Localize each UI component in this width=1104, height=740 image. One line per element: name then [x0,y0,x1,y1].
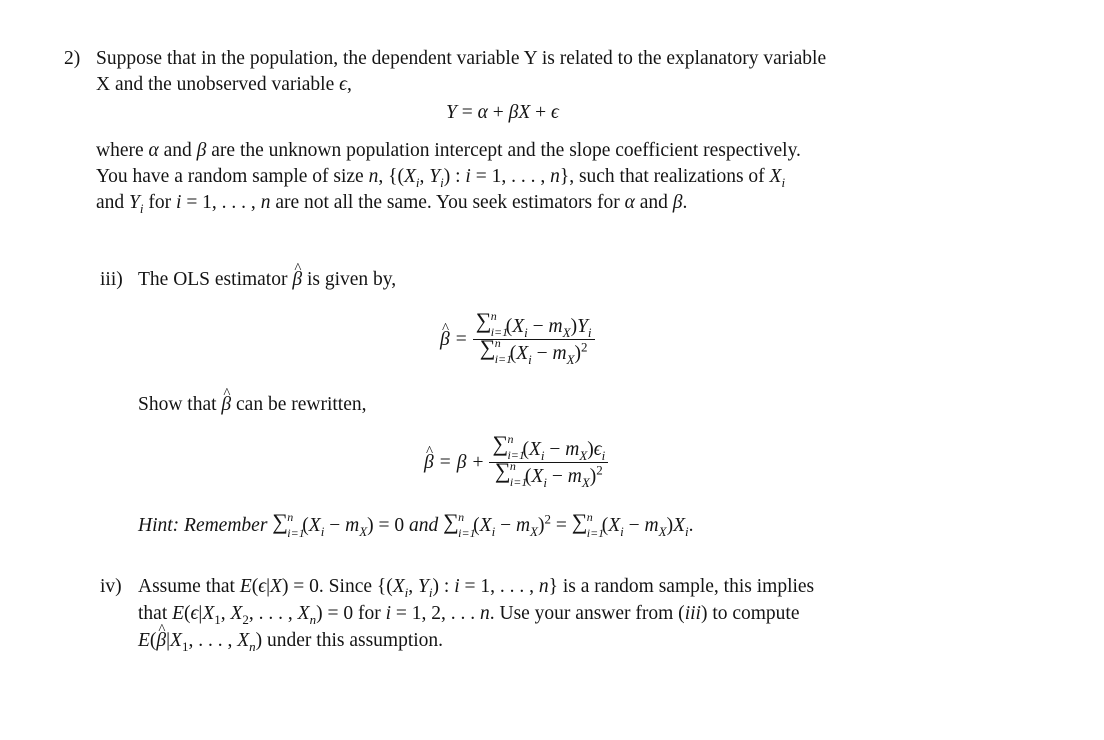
show-text: Show that ^ β can be rewritten, [138,392,367,418]
ols-formula: ^ β = ∑ n i=1 $(X_i - m_X)Y_i$ ∑ n i=1 $(X_i - m_X)^2$ [440,314,595,365]
problem-para-line1: where α and β are the unknown population intercept and the slope coefficient respectively. [96,140,801,161]
part-iv-line3: E(^ $\beta|X_1$, . . . , $X_n$) under this assumption. [138,628,443,654]
part-iv-label: iv) [100,576,122,597]
rewrite-formula: ^ β = β + ∑ n i=1 $(X_i - m_X)\epsilon_i$ ∑ n i=1 $(X_i - m_X)^2$ [424,437,608,488]
problem-para-line3: and $Y_i$ for i = 1, . . . , n are not all the same. You seek estimators for α and β. [96,192,688,216]
rewrite-fraction: ∑ n i=1 $(X_i - m_X)\epsilon_i$ ∑ n i=1 $(X_i - m_X)^2$ [489,437,608,488]
hint-text: Hint: Remember ∑ n i=1 $(X_i - m_X) = 0$ and ∑ n i=1 $(X_i - m_X)^2$ = ∑ n i=1 $(X_i - m_X)X_i$. [138,509,694,540]
part-iii-label: iii) [100,269,123,290]
problem-intro-line1: Suppose that in the population, the dependent variable Y is related to the explanatory variable [96,48,827,69]
problem-para-line2: You have a random sample of size n, {($X_i$, $Y_i$) : i = 1, . . . , n}, such that realizations of $X_i$ [96,166,786,190]
part-iii-statement: The OLS estimator ^ β is given by, [138,267,396,293]
part-iv-line1: Assume that E(ϵ|X) = 0. Since {($X_i$, $Y_i$) : i = 1, . . . , n} is a random sample, this implies [138,576,815,600]
part-iv-line2: that $E(\epsilon|X_1$, $X_2$, . . . , $X_n) = 0$ for i = 1, 2, . . . n. Use your answer from (iii) to compute [138,603,800,627]
problem-number: 2) [64,48,81,69]
ols-fraction: ∑ n i=1 $(X_i - m_X)Y_i$ ∑ n i=1 $(X_i - m_X)^2$ [473,314,595,365]
problem-intro-line2: X and the unobserved variable ϵ, [96,74,352,95]
model-equation: Y = α + βX + ϵ [446,102,559,123]
